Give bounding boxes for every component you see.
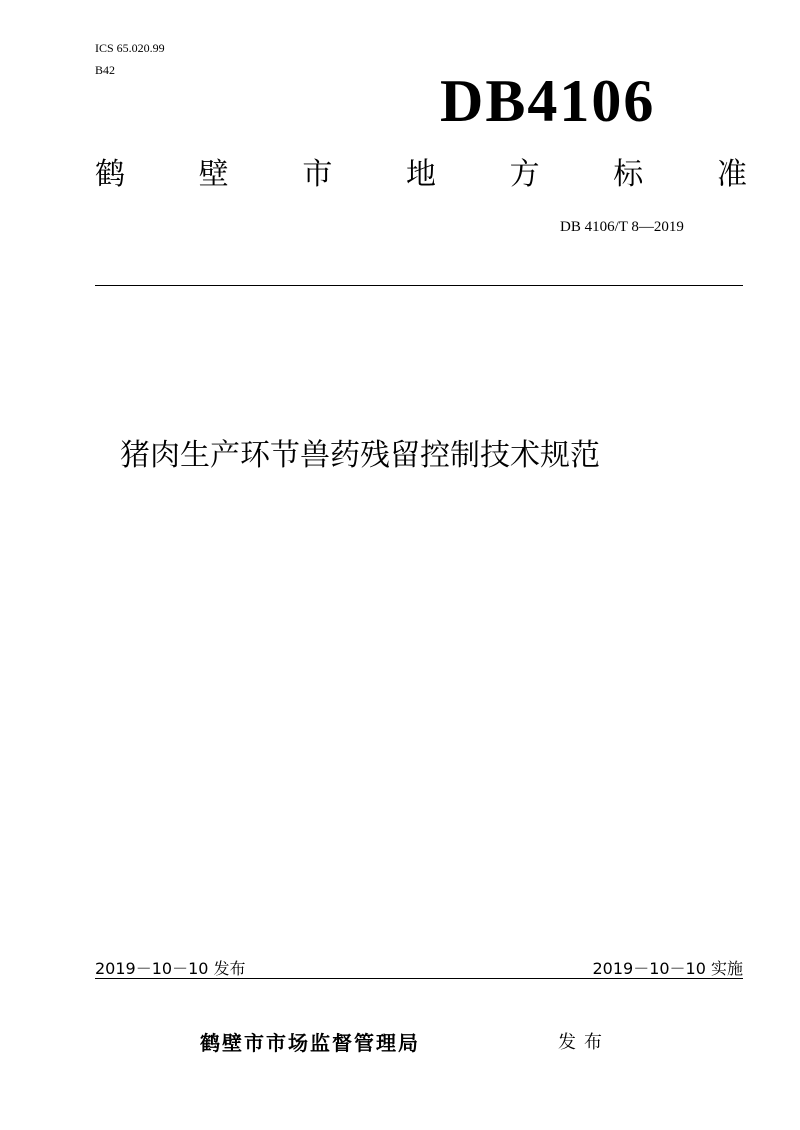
implementation-date: 2019－10－10 实施 xyxy=(592,959,743,978)
document-title: 猪肉生产环节兽药残留控制技术规范 xyxy=(120,438,600,473)
standard-number: DB 4106/T 8—2019 xyxy=(560,219,684,235)
issue-action: 发布 xyxy=(558,1032,610,1053)
ics-code: ICS 65.020.99 xyxy=(95,41,165,55)
standard-prefix-code: DB4106 xyxy=(440,68,656,134)
standard-type-char: 鹤 xyxy=(95,157,125,192)
standard-type-char: 方 xyxy=(509,157,540,192)
standard-type-char: 壁 xyxy=(198,157,229,192)
standard-type-char: 地 xyxy=(405,157,436,192)
standard-type-char: 准 xyxy=(716,157,747,192)
standard-type-char: 市 xyxy=(302,157,333,192)
standard-type-heading xyxy=(95,152,747,198)
issuing-authority: 鹤壁市市场监督管理局 xyxy=(200,1031,420,1055)
top-divider xyxy=(95,285,743,286)
classification-code: B42 xyxy=(95,63,116,77)
issue-date: 2019－10－10 发布 xyxy=(95,959,246,978)
bottom-divider xyxy=(95,978,743,979)
standard-type-char: 标 xyxy=(613,157,644,192)
